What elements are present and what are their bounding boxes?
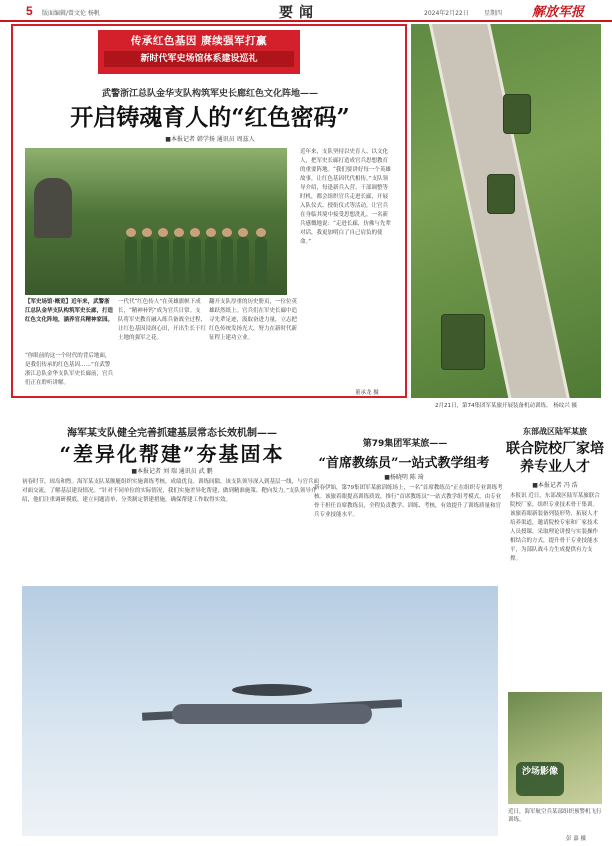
mountain-road-photo[interactable] — [411, 24, 601, 398]
military-truck — [487, 174, 515, 214]
newspaper-logo: 解放军报 — [532, 5, 585, 20]
soldier-figure — [237, 237, 249, 285]
feature-kicker: 武警浙江总队金华支队构筑军史长廊红色文化阵地—— — [101, 89, 318, 99]
article3-kicker: 第79集团军某旅—— — [362, 439, 448, 449]
article3-headline[interactable]: “首席教练员”一站式教学组考 — [318, 456, 490, 471]
soldier-figure — [221, 237, 233, 285]
sandfield-photo[interactable] — [508, 692, 602, 804]
article2-headline[interactable]: “差异化帮建”夯基固本 — [59, 442, 285, 466]
feature-banner-subtitle: 新时代军史场馆体系建设巡礼 — [104, 51, 294, 67]
issue-weekday: 星期四 — [484, 10, 503, 17]
article3-body: 新春伊始，第79集团军某旅训练场上，一名“首席教练员”正在组织专业训练考核。该旅着眼提高训练质效，推行“首席教练员”一站式教学组考模式，由专业骨干担任首席教练员，全程负责教学、训练、考核，有效提升了训练质量和官兵专业技能水平。 — [314, 485, 503, 518]
article3-byline: ■杨晓明 陈 琦 — [384, 474, 424, 481]
aircraft-photo[interactable] — [22, 586, 498, 836]
soldier-figure — [189, 237, 201, 285]
military-truck — [441, 314, 485, 370]
article4-body: 本报讯 近日，东部战区陆军某旅联合院校厂家，组织专业技术骨干集训。该旅着眼新装备列装形势，拓展人才培养渠道，邀请院校专家和厂家技术人员授课，采取理论讲授与实装操作相结合的方式，提升骨干专业技能水平，为部队战斗力生成提供有力支撑。 — [510, 493, 600, 562]
article4-headline[interactable]: 联合院校厂家培养专业人才 — [506, 441, 604, 475]
sandfield-credit: 彭 嘉 摄 — [566, 836, 586, 842]
feature-text-col3: 翻开支队厚重的历史册页，一位位英雄跃然纸上。官兵们在军史长廊中追寻先辈足迹，汲取奋进力量，立志把红色传统发扬光大，努力在新时代新征程上建功立业。 — [209, 299, 297, 341]
article2-byline: ■本报记者 刘 瑞 通讯员 武 鹏 — [131, 468, 213, 475]
soldier-figure — [205, 237, 217, 285]
issue-date: 2024年2月22日 — [424, 10, 469, 17]
soldier-figure — [173, 237, 185, 285]
feature-byline: ■本报记者 韩学扬 通讯员 周兹人 — [165, 136, 255, 143]
military-truck — [503, 94, 531, 134]
feature-banner-title: 传承红色基因 赓续强军打赢 — [130, 35, 268, 47]
feature-text-col1: “你眼前的这一个时代的背后地面，是我们传承的红色基因……”在武警浙江总队金华支队军史长廊前，官兵们正在聆听讲解。 — [25, 353, 114, 386]
article4-kicker: 东部战区陆军某旅 — [523, 427, 587, 436]
feature-photo-caption: 【军史场馆·概览】近年来，武警浙江总队金华支队构筑军史长廊，打造红色文化阵地，涵养官兵精神家园。 — [25, 299, 114, 323]
soldier-figure — [157, 237, 169, 285]
feature-signature: 董承龙 摄 — [355, 390, 379, 396]
article2-kicker: 海军某支队健全完善抓建基层常态长效机制—— — [67, 428, 277, 439]
sandfield-caption: 近日，海军航空兵某部组织预警机飞行训练。 — [508, 809, 602, 823]
feature-text-col4: 近年来，支队坚持以史育人、以文化人，把军史长廊打造成官兵思想教育的重要阵地。“我们要讲好每一个英雄故事，让红色基因代代相传。”支队领导介绍，每逢新兵入营、干部调整等时机，都会组织官兵走进长廊，开展入队仪式、授衔仪式等活动，让官兵在身临其境中接受思想洗礼。一名新兵感慨地说：“走进长廊，仿佛与先辈对话，我更加明白了自己肩负的使命。” — [300, 149, 391, 245]
feature-headline[interactable]: 开启铸魂育人的“红色密码” — [70, 104, 350, 131]
road-photo-caption: 2月21日，第74集团军某旅开展装备机动训练。 杨纹兴 摄 — [435, 403, 577, 409]
article4-byline: ■本报记者 冯 浩 — [532, 482, 578, 489]
article2-body: 初春时节，琼岛和煦。海军某支队某舰艇组织实施训练考核，成绩优良。训练间隙，该支队领导深入到基层一线，与官兵面对面交流，了解基层建设情况。“针对不同单位的实际情况，我们实施差异化帮建，做到精准施策、靶向发力。”支队领导介绍，他们注重调研摸底，建立问题清单，分类制定帮建措施，确保帮建工作取得实效。 — [22, 479, 320, 503]
aircraft-fuselage — [172, 704, 372, 724]
page-number: 5 — [26, 4, 33, 18]
soldier-figure — [255, 237, 267, 285]
stamp-label: 沙场影像 — [521, 767, 558, 777]
page-title: 要闻 — [279, 5, 319, 21]
statue-bust — [34, 178, 72, 238]
soldier-figure — [141, 237, 153, 285]
soldier-figure — [125, 237, 137, 285]
aircraft-radome — [232, 684, 312, 696]
section-editors: 版面编辑/曾文伦 杨帆 — [42, 10, 100, 17]
feature-text-col2: 一代代“红色传人”在英雄旗帜下成长，“精神补钙”成为官兵日常。支队将军史教育融入练兵备战全过程，让红色基因浸润心田，开出生长于红土地的强军之花。 — [118, 299, 206, 341]
